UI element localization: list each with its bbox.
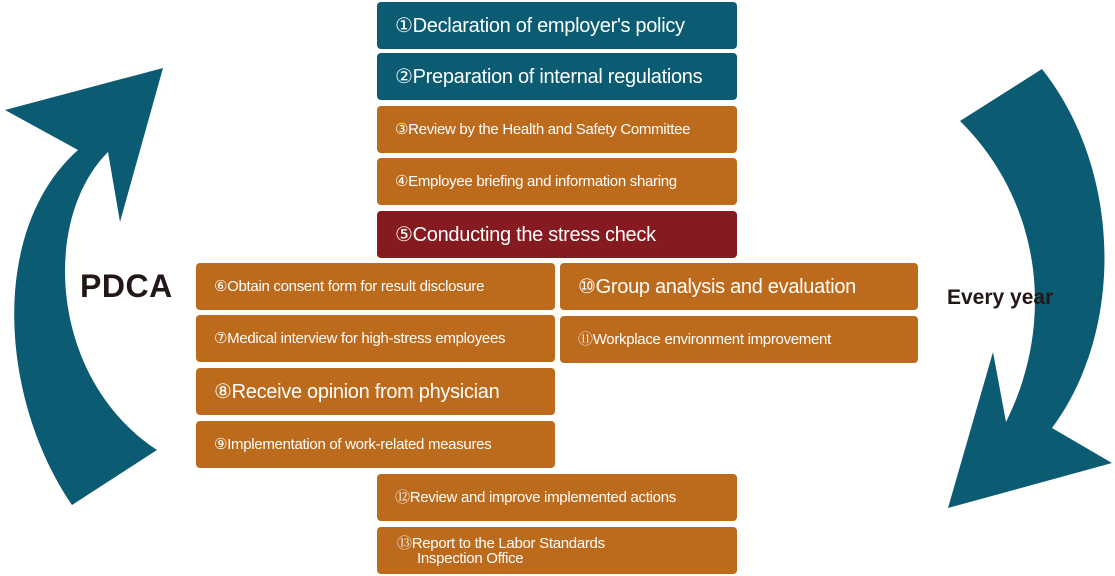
step-12-review-actions: ⑫Review and improve implemented actions	[377, 474, 737, 521]
step-4-employee-briefing: ④Employee briefing and information sharing	[377, 158, 737, 205]
step-10-group-analysis: ⑩Group analysis and evaluation	[560, 263, 918, 310]
every-year-label: Every year	[947, 286, 1054, 309]
pdca-label: PDCA	[80, 268, 173, 304]
step-11-workplace-improvement: ⑪Workplace environment improvement	[560, 316, 918, 363]
step-1-employer-policy: ①Declaration of employer's policy	[377, 2, 737, 49]
step-6-consent-form: ⑥Obtain consent form for result disclosure	[196, 263, 555, 310]
step-2-internal-regulations: ②Preparation of internal regulations	[377, 53, 737, 100]
step-7-medical-interview: ⑦Medical interview for high-stress employees	[196, 315, 555, 362]
step-13-labor-report	[377, 527, 737, 574]
step-13-line-2: Inspection Office	[417, 549, 524, 567]
step-5-stress-check: ⑤Conducting the stress check	[377, 211, 737, 258]
step-9-work-measures: ⑨Implementation of work-related measures	[196, 421, 555, 468]
step-8-physician-opinion: ⑧Receive opinion from physician	[196, 368, 555, 415]
step-3-committee-review: ③Review by the Health and Safety Committee	[377, 106, 737, 153]
step-13-line-1: ⑬Report to the Labor Standards	[397, 534, 605, 552]
